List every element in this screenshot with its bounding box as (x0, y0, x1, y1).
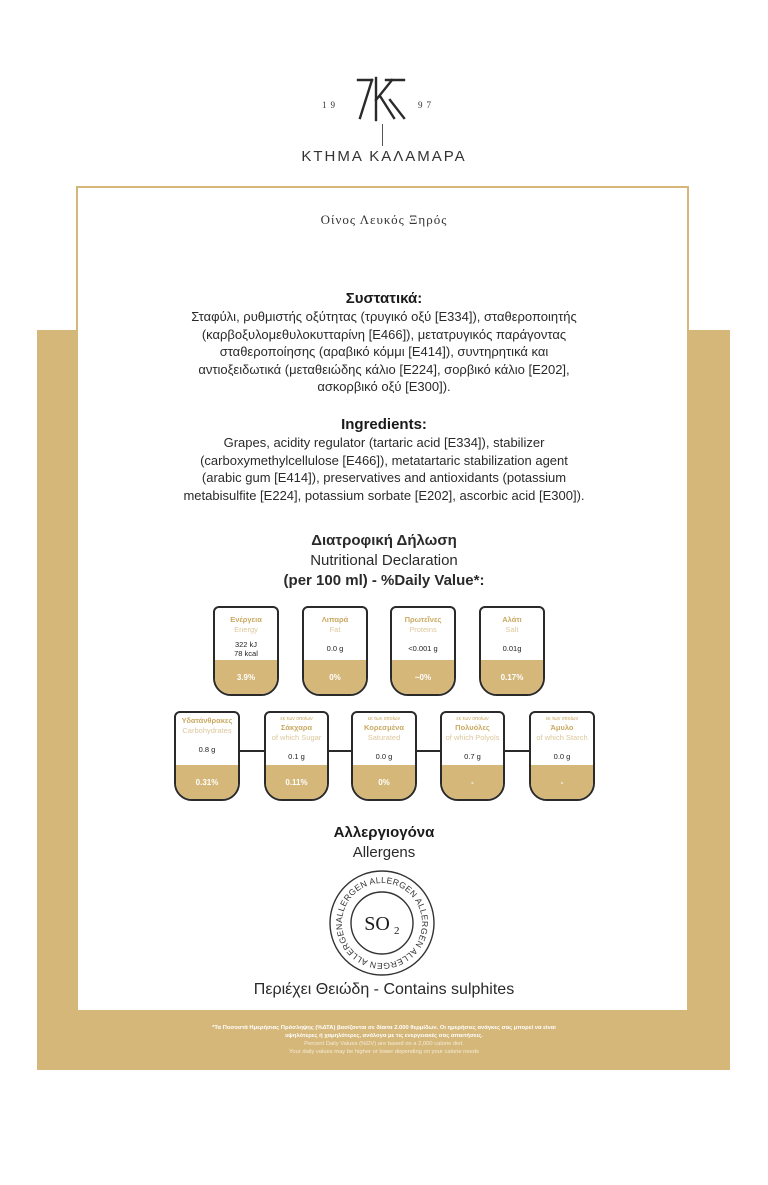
nutrient-name-gr: Άμυλο (550, 723, 574, 732)
nutrient-daily-value: 0.31% (176, 765, 238, 799)
allergens-title-en: Allergens (352, 844, 416, 861)
ingredients-en-line: metabisulfite [E224], potassium sorbate [E202], ascorbic acid [E300]). (183, 487, 585, 503)
ingredients-gr-title: Συστατικά: (345, 290, 423, 307)
nutrient-name-gr: Πρωτεΐνες (404, 615, 442, 624)
nutrient-amount: 0.8 g (198, 745, 216, 754)
ingredients-gr-text (130, 308, 638, 396)
nutrient-box-sugar (264, 711, 329, 801)
nutrient-daily-value: 0% (304, 660, 366, 694)
ingredients-gr-line: αντιοξειδωτικά (μεταθειώδης κάλιο [E224], σορβικό κάλιο [E202], (198, 361, 570, 377)
nutrient-amount: <0.001 g (408, 644, 438, 653)
nutrient-amount: 0.0 g (375, 752, 393, 761)
nutrient-name-gr: Κορεσμένα (364, 723, 404, 732)
nutrient-name-en: of which Sugar (271, 733, 322, 742)
nutrient-daily-value: 0.11% (266, 765, 327, 799)
nutrient-name-en: Carbohydrates (182, 726, 232, 735)
nutrient-amount: 322 kJ 78 kcal (234, 640, 258, 658)
allergens-title-gr: Αλλεργιογόνα (333, 824, 435, 841)
box-connector (505, 750, 529, 752)
nutrient-daily-value: - (531, 765, 593, 799)
nutrient-amount: 0.7 g (464, 752, 481, 761)
nutrient-amount: 0.01g (502, 644, 522, 653)
nutrient-daily-value: 3.9% (215, 660, 277, 694)
nutrient-name-gr: Λιπαρά (321, 615, 349, 624)
nutrient-box-proteins (390, 606, 456, 696)
nutrient-name-gr: Πολυόλες (455, 723, 490, 732)
nutrient-prefix: εκ των οποίων (280, 716, 313, 722)
nutrient-box-energy (213, 606, 279, 696)
box-connector (240, 750, 264, 752)
nutrient-prefix: εκ των οποίων (456, 716, 489, 722)
nutrient-daily-value: 0% (353, 765, 415, 799)
nutrient-daily-value: 0.17% (481, 660, 543, 694)
nutrient-name-en: of which Polyols (445, 733, 500, 742)
nutrient-amount: 0.0 g (326, 644, 344, 653)
brand-name: ΚΤΗΜΑ ΚΑΛΑΜΑΡΑ (301, 148, 467, 165)
seal-so-subscript: 2 (394, 925, 400, 937)
seal-text: ALLERGEN ALLERGEN ALLERGEN ALLERGEN ALLERGEN (333, 874, 431, 972)
nutrient-box-salt (479, 606, 545, 696)
nutrient-name-gr: Αλάτι (502, 615, 522, 624)
brand-divider (382, 124, 383, 146)
nutrition-basis: (per 100 ml) - %Daily Value*: (283, 572, 485, 589)
brand-year-right: 97 (418, 100, 435, 110)
ingredients-en-title: Ingredients: (341, 416, 427, 433)
brand-logo (0, 72, 768, 172)
nutrient-name-en: Saturated (367, 733, 401, 742)
nutrition-title-en: Nutritional Declaration (310, 552, 458, 569)
ingredients-en-text (130, 434, 638, 504)
nutrient-name-en: Fat (329, 625, 341, 634)
nutrient-name-gr: Ενέργεια (230, 615, 262, 624)
nutrient-box-starch (529, 711, 595, 801)
brand-year-left: 19 (322, 100, 339, 110)
footer-note-en (200, 1040, 568, 1056)
ingredients-en-line: (carboxymethylcellulose [E466]), metatartaric stabilization agent (200, 452, 568, 468)
footer-note-gr: *Τα Ποσοστά Ημερήσιας Πρόσληψης (%ΔΤΑ) βασίζονται σε δίαιτα 2.000 θερμίδων. Οι ημερήσιες ανάγκες σας μπορεί να είναι υψηλότερες ή χαμηλότερες, ανάλογα με τις ενεργειακές σας απαιτήσεις. (212, 1025, 556, 1039)
box-connector (329, 750, 351, 752)
nutrient-box-saturated (351, 711, 417, 801)
nutrient-name-en: Energy (234, 625, 258, 634)
nutrient-amount: 0.0 g (553, 752, 571, 761)
brand-monogram-icon (352, 76, 412, 122)
seal-so: SO (364, 913, 390, 935)
nutrient-box-carbohydrates (174, 711, 240, 801)
nutrient-name-gr: Σάκχαρα (280, 723, 313, 732)
sulphites-allergen-icon (327, 868, 437, 978)
ingredients-gr-line: Σταφύλι, ρυθμιστής οξύτητας (τρυγικό οξύ [E334]), σταθεροποιητής (191, 309, 577, 324)
ingredients-en-line: Grapes, acidity regulator (tartaric acid [E334]), stabilizer (223, 435, 545, 450)
nutrient-daily-value: ~0% (392, 660, 454, 694)
nutrient-name-en: Salt (505, 625, 519, 634)
nutrient-box-polyols (440, 711, 505, 801)
ingredients-gr-line: ασκορβικό οξύ [E300]). (317, 379, 451, 394)
nutrient-name-gr: Υδατάνθρακες (181, 716, 233, 725)
nutrient-box-fat (302, 606, 368, 696)
footer-note-en-line: Percent Daily Values (%DV) are based on a 2,000 calorie diet. (304, 1041, 464, 1047)
nutrient-name-en: of which Starch (536, 733, 588, 742)
nutrient-name-en: Proteins (409, 625, 437, 634)
contains-sulphites: Περιέχει Θειώδη - Contains sulphites (253, 981, 515, 998)
wine-type: Οίνος Λευκός Ξηρός (320, 212, 448, 227)
ingredients-en-line: (arabic gum [E414]), preservatives and antioxidants (potassium (201, 470, 567, 485)
ingredients-gr-line: (καρβοξυλομεθυλοκυτταρίνη [E466]), μετατρυγικός παράγοντας (201, 326, 567, 342)
nutrient-daily-value: - (442, 765, 503, 799)
nutrition-title-gr: Διατροφική Δήλωση (311, 532, 457, 549)
footer-note-en-line: Your daily values may be higher or lower depending on your calorie needs (289, 1049, 479, 1055)
nutrient-prefix: εκ των οποίων (367, 716, 401, 722)
nutrient-amount: 0.1 g (288, 752, 305, 761)
ingredients-gr-line: σταθεροποίησης (αραβικό κόμμι [E414]), συντηρητικά και (219, 344, 549, 359)
box-connector (417, 750, 440, 752)
nutrient-prefix: εκ των οποίων (545, 716, 579, 722)
